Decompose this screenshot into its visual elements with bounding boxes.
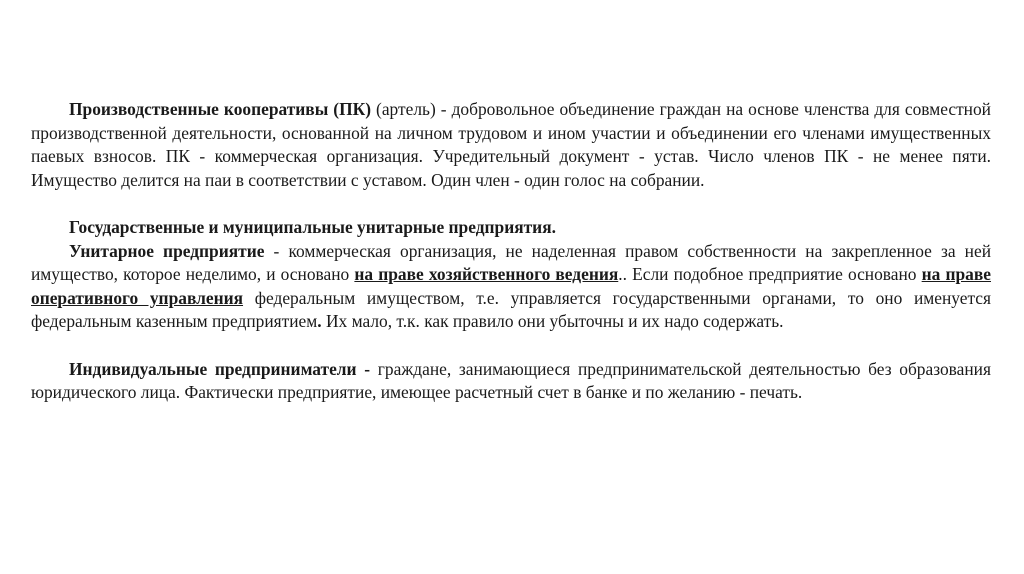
definition-individual-entrepreneurs: граждане, занимающиеся предпринимательской деятельностью без образования юридического лица. Фактически предприятие, имеющее расчетный счет в банке и по желанию - печать.: [31, 358, 991, 403]
term-production-cooperatives: Производственные кооперативы (ПК): [69, 99, 372, 119]
paragraph-individual-entrepreneurs: [31, 358, 991, 405]
term-unitary-enterprise: Унитарное предприятие: [69, 240, 265, 261]
term-individual-entrepreneurs: Индивидуальные предприниматели -: [69, 358, 371, 379]
paragraph-production-cooperatives: [31, 98, 991, 192]
text-block: [31, 98, 991, 405]
paragraph-unitary-enterprise: [31, 240, 991, 334]
definition-unitary-part-4: Их мало, т.к. как правило они убыточны и их надо содержать.: [321, 311, 784, 332]
underlined-operational-management: на праве оперативного управления: [31, 264, 991, 308]
paragraph-spacer: [31, 334, 991, 358]
paragraph-unitary-heading: [31, 216, 991, 240]
definition-unitary-part-3: федеральным имуществом, т.е. управляется государственными органами, то оно именуется федеральным казенным предприятием: [31, 287, 991, 332]
heading-unitary-enterprises: Государственные и муниципальные унитарные предприятия.: [69, 216, 556, 237]
definition-unitary-part-2: .. Если подобное предприятие основано: [618, 264, 922, 285]
underlined-economic-management: на праве хозяйственного ведения: [354, 264, 619, 285]
definition-production-cooperatives: (артель) - добровольное объединение граждан на основе членства для совместной производственной деятельности, основанной на личном трудовом и ином участии и объединении его членами имущественных паевых взносов. ПК - коммерческая организация. Учредительный документ - устав. Число членов ПК - не менее пяти. Имущество делится на паи в соответствии с уставом. Один член - один голос на собрании.: [31, 99, 991, 190]
paragraph-spacer: [31, 192, 991, 216]
bold-period: .: [317, 311, 322, 332]
definition-unitary-part-1: - коммерческая организация, не наделенная правом собственности на закрепленное за ней имущество, которое неделимо, и основано: [31, 240, 991, 285]
